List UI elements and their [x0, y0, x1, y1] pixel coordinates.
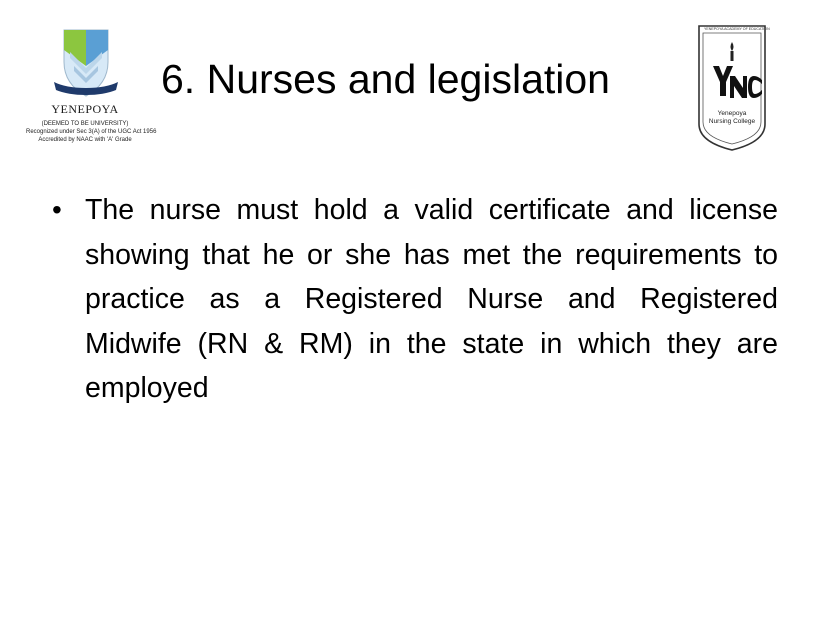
ync-logo	[696, 24, 768, 152]
college-name-line2: Nursing College	[708, 118, 756, 125]
bullet-text: The nurse must hold a valid certificate and license showing that he or she has met the requirements to practice as a Registered Nurse and Registered Midwife (RN & RM) in the state in which they are employed	[85, 194, 778, 404]
slide-title: 6. Nurses and legislation	[161, 56, 610, 102]
yenepoya-logo	[26, 22, 157, 154]
yenepoya-crest-icon	[46, 22, 126, 102]
logo-subtitle: (DEEMED TO BE UNIVERSITY)	[41, 121, 129, 127]
ync-emblem-icon	[696, 24, 768, 152]
logo-recognition: Recognized under Sec 3(A) of the UGC Act 1956	[26, 129, 157, 135]
bullet-list	[52, 188, 778, 411]
brand-name: YENEPOYA	[51, 102, 119, 116]
emblem-arc-text: YENEPOYA ACADEMY OF EDUCATION	[704, 27, 770, 31]
college-name-line1: Yenepoya	[717, 110, 747, 117]
bullet-icon: •	[52, 194, 62, 225]
logo-accreditation: Accredited by NAAC with 'A' Grade	[38, 137, 132, 143]
bullet-item	[52, 188, 778, 411]
